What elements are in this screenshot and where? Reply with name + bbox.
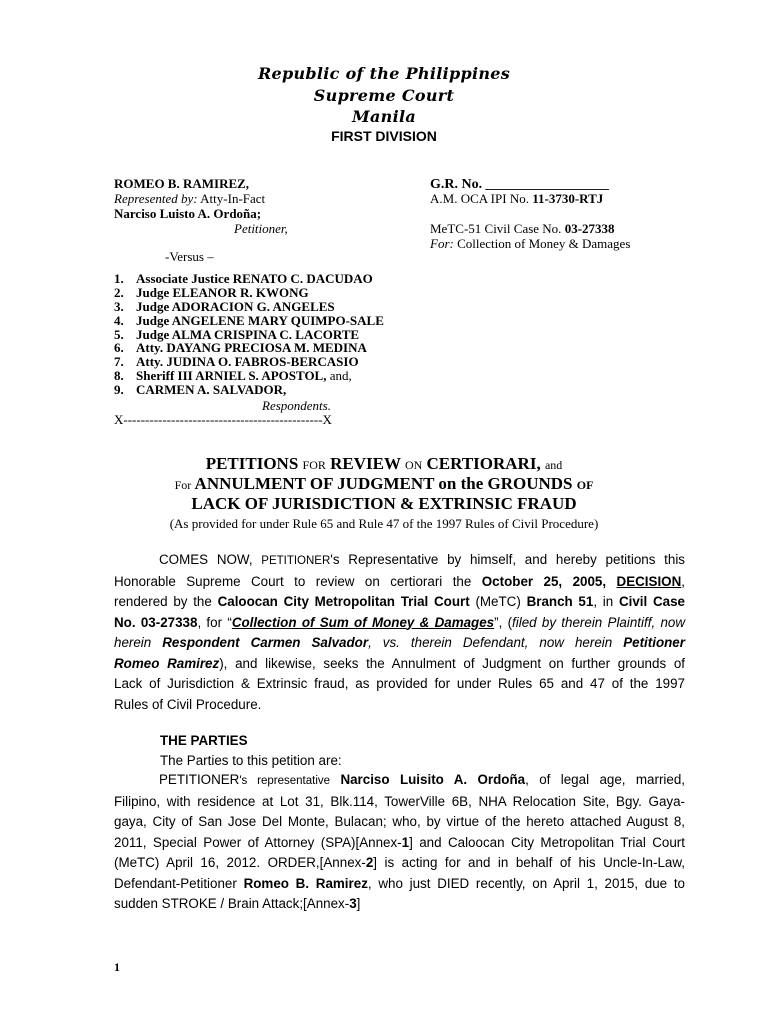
parties-heading: THE PARTIES: [160, 733, 248, 748]
respondent-item: 4. Judge ANGELENE MARY QUIMPO-SALE: [114, 312, 384, 328]
for-label: For:: [430, 236, 454, 251]
gr-label: G.R. No.: [430, 177, 483, 192]
case-value: 03-27338: [564, 221, 615, 236]
title-line-1: PETITIONS FOR REVIEW ON CERTIORARI, and: [205, 454, 563, 473]
header-republic: Republic of the Philippines: [257, 64, 511, 83]
am-label: A.M. OCA IPI No.: [430, 191, 529, 206]
respondent-item: 1. Associate Justice RENATO C. DACUDAO: [114, 271, 373, 286]
respondent-item: 2. Judge ELEANOR R. KWONG: [114, 284, 309, 300]
for-value: Collection of Money & Damages: [457, 236, 631, 251]
header-court: Supreme Court: [313, 86, 455, 105]
petitioner-name: ROMEO B. RAMIREZ,: [114, 176, 250, 191]
caption-left: [114, 177, 414, 237]
header-city: Manila: [351, 107, 417, 126]
petitioner-label: Petitioner,: [234, 221, 288, 236]
versus: -Versus –: [165, 249, 214, 264]
case-label: MeTC-51 Civil Case No.: [430, 221, 562, 236]
respondent-item: 8. Sheriff III ARNIEL S. APOSTOL, and,: [114, 368, 352, 384]
caption-right: [430, 177, 710, 252]
am-value: 11-3730-RTJ: [532, 191, 604, 206]
gr-blank: ___________________: [485, 176, 609, 191]
represented-by-value: Atty-In-Fact: [200, 191, 266, 206]
title-line-2: For ANNULMENT OF JUDGMENT on the GROUNDS OF: [174, 474, 594, 493]
title-line-3: LACK OF JURISDICTION & EXTRINSIC FRAUD: [191, 494, 577, 513]
title-subtitle: (As provided for under Rule 65 and Rule 47 of the 1997 Rules of Civil Procedure): [169, 516, 599, 531]
parties-intro: The Parties to this petition are:: [160, 753, 342, 768]
represented-by-label: Represented by:: [114, 191, 198, 206]
page-number: 1: [114, 960, 120, 974]
representative-name: Narciso Luisto A. Ordoña;: [114, 206, 262, 221]
respondents-label: Respondents.: [262, 398, 331, 413]
intro-paragraph: COMES NOW, PETITIONER's Representative by himself, and hereby petitions this Honorable Supreme Court to review on certiorari the October 25, 2005, DECISION, rendered by the Caloocan City Metropolitan Trial Court (MeTC) Branch 51, in Civil Case No. 03-27338, for “Collection of Sum of Money & Damages”, (filed by therein Plaintiff, now herein Respondent Carmen Salvador, vs. therein Defendant, now herein Petitioner Romeo Ramirez), and likewise, seeks the Annulment of Judgment on further grounds of Lack of Jurisdiction & Extrinsic fraud, as provided for under Rules 65 and 47 of the 1997 Rules of Civil Procedure.: [114, 552, 686, 712]
respondent-item: 3. Judge ADORACION G. ANGELES: [114, 298, 335, 314]
respondents-list: [114, 272, 434, 397]
respondent-item: 9. CARMEN A. SALVADOR,: [114, 382, 287, 398]
header-division: FIRST DIVISION: [331, 128, 437, 144]
respondent-item: 5. Judge ALMA CRISPINA C. LACORTE: [114, 326, 360, 342]
parties-paragraph: PETITIONER's representative Narciso Luisito A. Ordoña, of legal age, married, Filipino, with residence at Lot 31, Blk.114, TowerVille 6B, NHA Relocation Site, Bgy. Gaya- gaya, City of San Jose Del Monte, Bulacan; who, by virtue of the hereto attached August 8, 2011, Special Power of Attorney (SPA)[Annex-1] and Caloocan City Metropolitan Trial Court (MeTC) April 16, 2012. ORDER,[Annex-2] is acting for and in behalf of his Uncle-In-Law, Defendant-Petitioner Romeo B. Ramirez, who just DIED recently, on April 1, 2015, due to sudden STROKE / Brain Attack;[Annex-3]: [114, 772, 685, 911]
respondent-item: 6. Atty. DAYANG PRECIOSA M. MEDINA: [114, 340, 367, 356]
respondent-item: 7. Atty. JUDINA O. FABROS-BERCASIO: [114, 354, 359, 370]
caption-divider: X----------------------------------------------X: [114, 412, 332, 427]
